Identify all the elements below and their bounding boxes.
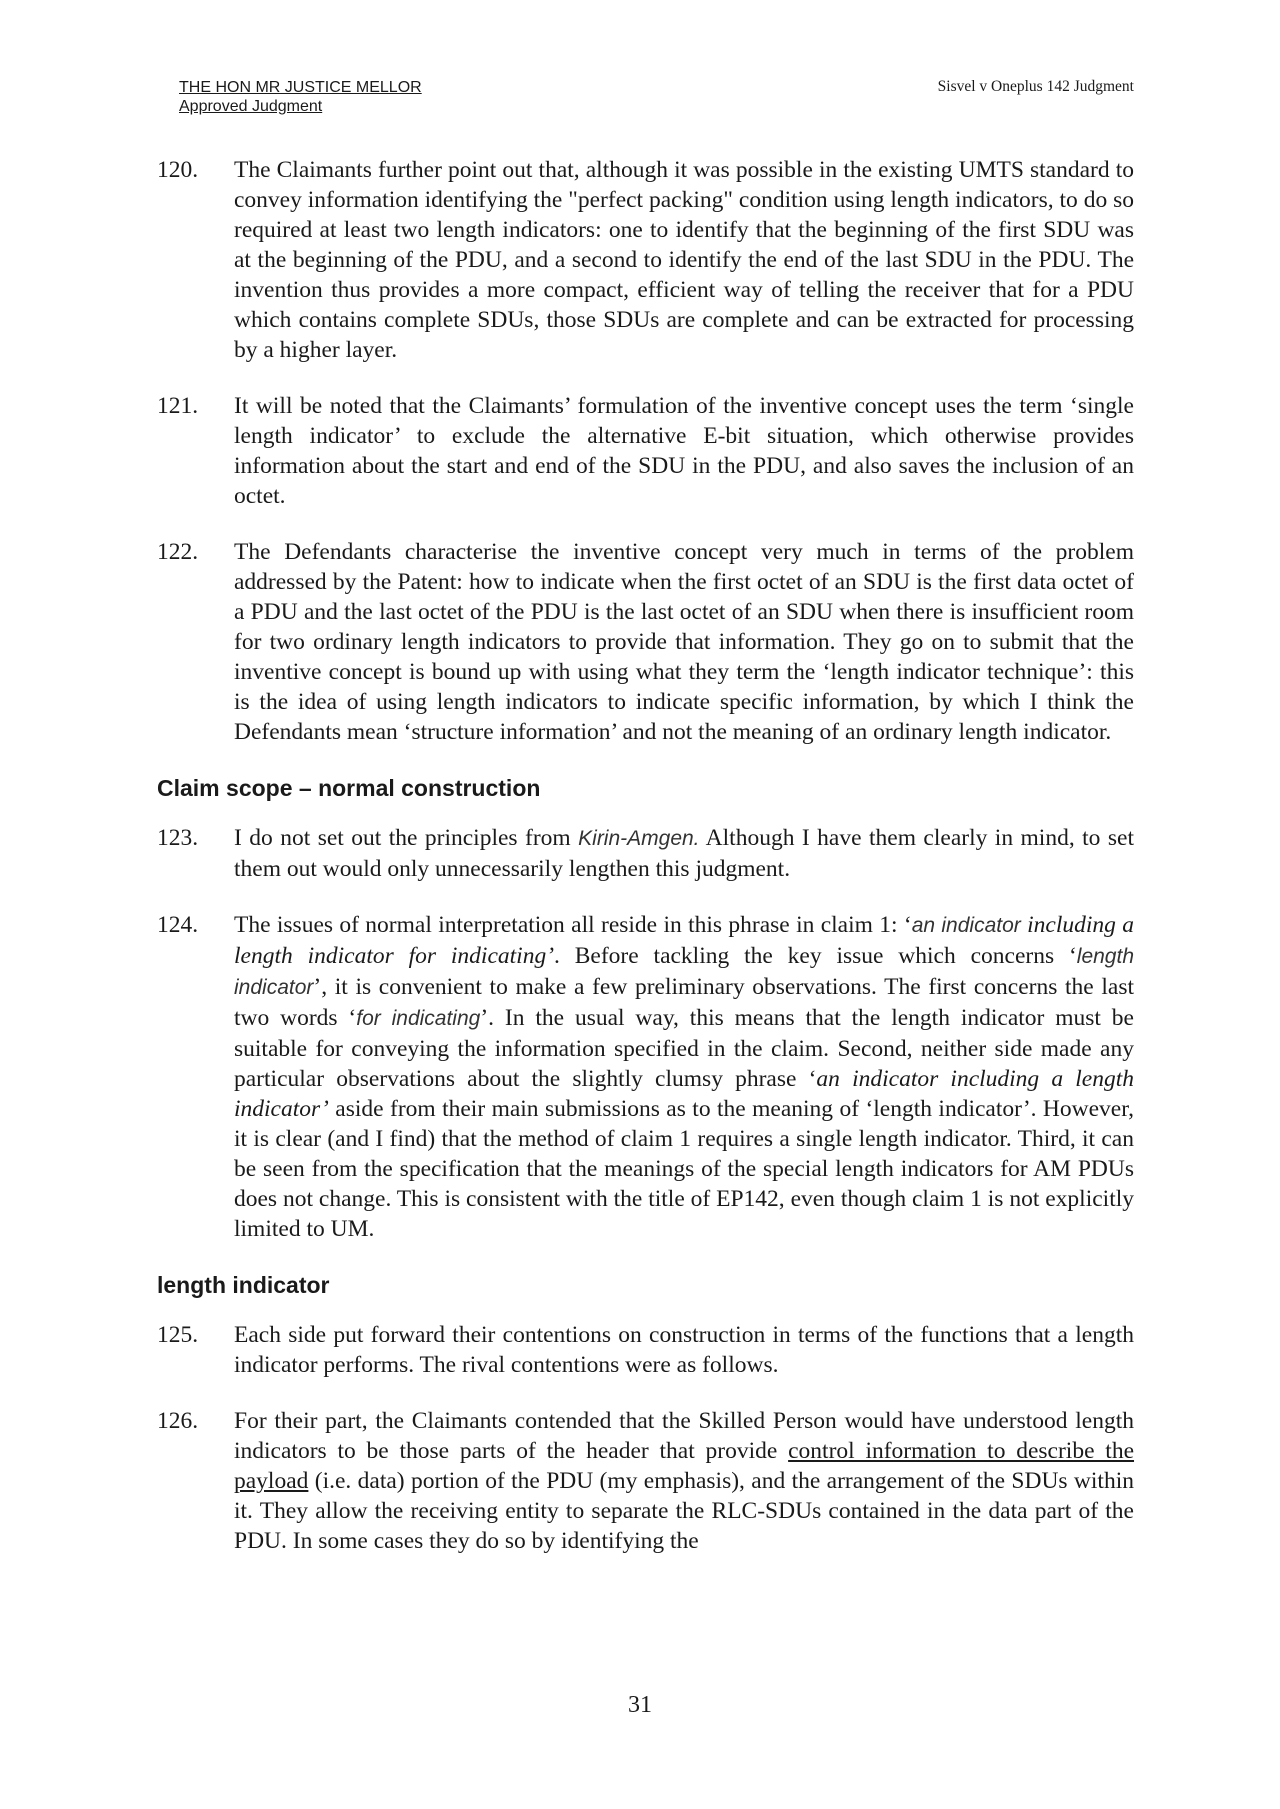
- paragraph-number: 122.: [157, 539, 199, 565]
- judgment-body: [157, 155, 1134, 1582]
- text-run: For their part, the Claimants contended that the Skilled Person would have understood length indicators to be those parts of the header that provide: [234, 1408, 1134, 1464]
- paragraph-125: [157, 1320, 1134, 1380]
- text-run: Although I have them clearly in mind, to set them out would only unnecessarily lengthen this judgment.: [234, 825, 1134, 882]
- paragraph-text: The Defendants characterise the inventive concept very much in terms of the problem addressed by the Patent: how to indicate when the first octet of an SDU is the first data octet of a PDU and the last octet of the PDU is the last octet of an SDU when there is insufficient room for two ordinary length indicators to provide that information. They go on to submit that the inventive concept is bound up with using what they term the ‘length indicator technique’: this is the idea of using length indicators to indicate specific information, by which I think the Defendants mean ‘structure information’ and not the meaning of an ordinary length indicator.: [234, 539, 1134, 745]
- section-heading-length-indicator: length indicator: [157, 1272, 330, 1298]
- text-run: The issues of normal interpretation all reside in this phrase in claim 1: ‘: [234, 912, 912, 938]
- text-run: ’, it is convenient to make a few preliminary observations. The first concerns the last two words ‘: [234, 974, 1134, 1031]
- paragraph-126: [157, 1406, 1134, 1556]
- case-citation: Kirin-Amgen.: [578, 827, 700, 850]
- paragraph-number: 121.: [157, 393, 199, 419]
- quoted-term: for indicating: [356, 1007, 481, 1030]
- paragraph-121: [157, 391, 1134, 511]
- paragraph-text: It will be noted that the Claimants’ formulation of the inventive concept uses the term ‘single length indicator’ to exclude the alternative E-bit situation, which otherwise provides information about the start and end of the SDU in the PDU, and also saves the inclusion of an octet.: [234, 393, 1134, 509]
- text-run: ’. In the usual way, this means that the length indicator must be suitable for conveying the information specified in the claim. Second, neither side made any particular observations about the slightly clumsy phrase ‘: [234, 1005, 1134, 1092]
- paragraph-120: [157, 155, 1134, 365]
- paragraph-number: 120.: [157, 157, 199, 183]
- paragraph-number: 124.: [157, 912, 199, 938]
- quoted-term: an indicator: [911, 914, 1021, 937]
- text-run: aside from their main submissions as to the meaning of ‘length indicator’. However, it is clear (and I find) that the method of claim 1 requires a single length indicator. Third, it can be seen from the specification that the meanings of the special length indicators for AM PDUs does not change. This is consistent with the title of EP142, even though claim 1 is not explicitly limited to UM.: [234, 1096, 1134, 1242]
- quoted-term: length indicator: [234, 945, 1134, 999]
- paragraph-text: [234, 1406, 1134, 1556]
- emphasis-underline: control information to describe the payload: [234, 1438, 1135, 1494]
- paragraph-123: [157, 823, 1134, 884]
- text-run: (i.e. data) portion of the PDU (my emphasis), and the arrangement of the SDUs within it. They allow the receiving entity to separate the RLC-SDUs contained in the data part of the PDU. In some cases they do so by identifying the: [234, 1468, 1134, 1554]
- section-heading-normal-construction: Claim scope – normal construction: [157, 775, 541, 801]
- paragraph-number: 126.: [157, 1408, 199, 1434]
- paragraph-124: [157, 910, 1134, 1244]
- paragraph-122: [157, 537, 1134, 747]
- approved-judgment-label: Approved Judgment: [179, 98, 323, 115]
- paragraph-number: 125.: [157, 1322, 199, 1348]
- paragraph-text: Each side put forward their contentions on construction in terms of the functions that a length indicator performs. The rival contentions were as follows.: [234, 1322, 1134, 1378]
- text-run: . Before tackling the key issue which concerns ‘: [554, 943, 1077, 969]
- quoted-term: an indicator including a length indicator’: [234, 1066, 1134, 1122]
- page-number: 31: [628, 1692, 652, 1718]
- case-title: Sisvel v Oneplus 142 Judgment: [937, 78, 1134, 95]
- text-run: I do not set out the principles from: [234, 825, 579, 851]
- paragraph-text: [234, 823, 1134, 884]
- paragraph-text: The Claimants further point out that, although it was possible in the existing UMTS standard to convey information identifying the "perfect packing" condition using length indicators, to do so required at least two length indicators: one to identify that the beginning of the first SDU was at the beginning of the PDU, and a second to identify the end of the last SDU in the PDU. The invention thus provides a more compact, efficient way of telling the receiver that for a PDU which contains complete SDUs, those SDUs are complete and can be extracted for processing by a higher layer.: [234, 157, 1134, 363]
- judge-name: THE HON MR JUSTICE MELLOR: [179, 79, 422, 96]
- paragraph-number: 123.: [157, 825, 199, 851]
- header-left: [179, 78, 422, 116]
- paragraph-text: [234, 910, 1134, 1244]
- quoted-term: including a length indicator for indicating’: [234, 912, 1134, 969]
